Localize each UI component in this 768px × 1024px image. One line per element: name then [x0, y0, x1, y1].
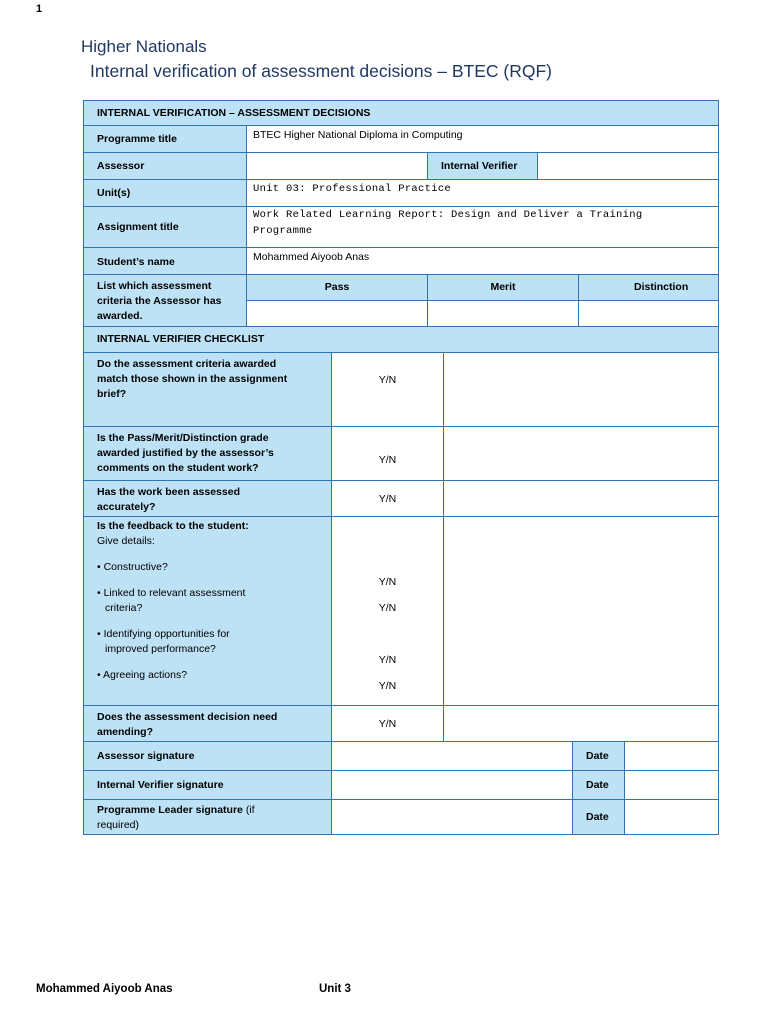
internal-verifier-label-text: Internal Verifier [441, 159, 518, 172]
criteria-label-line-1: List which assessment [97, 280, 212, 292]
assessor-label [83, 152, 247, 180]
q4-yn-constructive: Y/N [378, 576, 397, 588]
criteria-awarded-label [83, 274, 247, 327]
q4-bullet-constructive: • Constructive? [97, 561, 168, 573]
iv-signature-label [83, 770, 332, 800]
distinction-field[interactable] [578, 300, 719, 327]
programme-title-label [83, 125, 247, 153]
units-label-text: Unit(s) [97, 186, 131, 199]
q2-line-2: awarded justified by the assessor’s [97, 447, 274, 459]
q1-yn-cell[interactable] [331, 352, 444, 427]
assignment-title-line-2: Programme [253, 225, 313, 237]
q1-line-1: Do the assessment criteria awarded [97, 358, 277, 370]
q4-bullet-identifying-1: • Identifying opportunities for [97, 628, 230, 640]
header-title: Higher Nationals [81, 37, 207, 56]
section-title: INTERNAL VERIFICATION – ASSESSMENT DECISIONS [83, 100, 719, 126]
footer-student-name: Mohammed Aiyoob Anas [36, 983, 173, 995]
assessor-date-text: Date [586, 749, 609, 762]
merit-field[interactable] [427, 300, 579, 327]
q4-yn-agreeing: Y/N [378, 680, 397, 692]
q4-give-details: Give details: [97, 535, 155, 547]
iv-date-field[interactable] [624, 770, 719, 800]
internal-verifier-label [427, 152, 538, 180]
assignment-title-label [83, 206, 247, 248]
q5-yn: Y/N [378, 718, 397, 730]
internal-verifier-field[interactable] [537, 152, 719, 180]
programme-title-value[interactable]: BTEC Higher National Diploma in Computing [246, 125, 719, 153]
students-name-value[interactable]: Mohammed Aiyoob Anas [246, 247, 719, 275]
checklist-q4 [83, 516, 332, 706]
checklist-q5 [83, 705, 332, 742]
q4-yn-identifying: Y/N [378, 654, 397, 666]
q5-line-2: amending? [97, 726, 154, 738]
pass-header: Pass [246, 274, 428, 301]
q3-line-2: accurately? [97, 501, 156, 513]
q3-comment[interactable] [443, 480, 719, 517]
assessor-date-label [572, 741, 625, 771]
q5-comment[interactable] [443, 705, 719, 742]
units-value[interactable]: Unit 03: Professional Practice [246, 179, 719, 207]
iv-signature-text: Internal Verifier signature [97, 778, 224, 791]
distinction-header: Distinction [578, 274, 719, 301]
q2-line-1: Is the Pass/Merit/Distinction grade [97, 432, 269, 444]
q1-line-3: brief? [97, 388, 127, 400]
programme-title-label-text: Programme title [97, 132, 177, 145]
programme-leader-bold: Programme Leader signature [97, 804, 243, 816]
programme-leader-date-field[interactable] [624, 799, 719, 835]
criteria-label-line-3: awarded. [97, 310, 143, 322]
programme-leader-date-label [572, 799, 625, 835]
checklist-title: INTERNAL VERIFIER CHECKLIST [83, 326, 719, 353]
assessor-field[interactable] [246, 152, 428, 180]
assignment-title-label-text: Assignment title [97, 220, 179, 233]
q4-yn-linked: Y/N [378, 602, 397, 614]
programme-leader-signature-field[interactable] [331, 799, 573, 835]
checklist-q2 [83, 426, 332, 481]
q4-yn-cell[interactable] [331, 516, 444, 706]
q3-yn-cell[interactable] [331, 480, 444, 517]
q3-line-1: Has the work been assessed [97, 486, 240, 498]
students-name-label: Student’s name [83, 247, 247, 275]
q5-yn-cell[interactable] [331, 705, 444, 742]
footer-unit: Unit 3 [319, 983, 351, 995]
iv-signature-field[interactable] [331, 770, 573, 800]
assessor-signature-label [83, 741, 332, 771]
q4-bullet-linked-1: • Linked to relevant assessment [97, 587, 246, 599]
programme-leader-if: (if [245, 804, 255, 816]
q3-yn: Y/N [378, 493, 397, 505]
q5-line-1: Does the assessment decision need [97, 711, 278, 723]
programme-leader-required: required) [97, 819, 140, 831]
assignment-title-line-1: Work Related Learning Report: Design and Deliver a Training [253, 209, 643, 221]
assessor-signature-field[interactable] [331, 741, 573, 771]
assignment-title-value[interactable] [246, 206, 719, 248]
merit-header: Merit [427, 274, 579, 301]
header-subtitle: Internal verification of assessment decisions – BTEC (RQF) [90, 61, 552, 81]
q2-yn-cell[interactable] [331, 426, 444, 481]
q2-comment[interactable] [443, 426, 719, 481]
programme-leader-date-text: Date [586, 810, 609, 823]
iv-date-text: Date [586, 778, 609, 791]
q1-line-2: match those shown in the assignment [97, 373, 288, 385]
checklist-q3 [83, 480, 332, 517]
units-label [83, 179, 247, 207]
q4-comment[interactable] [443, 516, 719, 706]
q2-yn: Y/N [378, 454, 397, 466]
assessor-date-field[interactable] [624, 741, 719, 771]
q4-bullet-identifying-2: improved performance? [105, 643, 216, 655]
q1-comment[interactable] [443, 352, 719, 427]
programme-leader-signature-label [83, 799, 332, 835]
q1-yn: Y/N [378, 374, 397, 386]
assessor-label-text: Assessor [97, 159, 145, 172]
q4-bullet-linked-2: criteria? [105, 602, 143, 614]
pass-field[interactable] [246, 300, 428, 327]
q2-line-3: comments on the student work? [97, 462, 259, 474]
q4-title: Is the feedback to the student: [97, 520, 249, 532]
iv-date-label [572, 770, 625, 800]
checklist-q1 [83, 352, 332, 427]
q4-bullet-agreeing: • Agreeing actions? [97, 669, 188, 681]
assessor-signature-text: Assessor signature [97, 749, 195, 762]
criteria-label-line-2: criteria the Assessor has [97, 295, 222, 307]
page-number: 1 [36, 3, 43, 15]
